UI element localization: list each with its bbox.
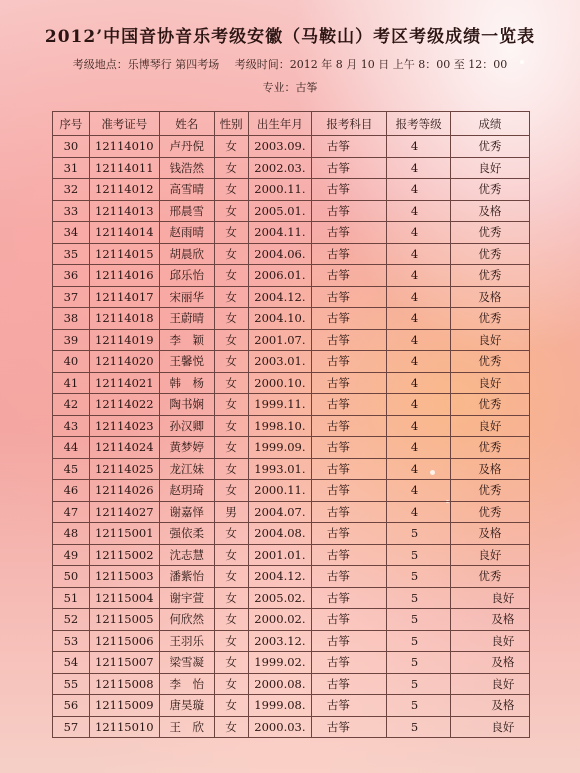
cell-exam-id: 12114015	[89, 243, 159, 265]
cell-name: 胡晨欣	[159, 243, 214, 265]
cell-seq: 44	[53, 437, 90, 459]
cell-exam-id: 12115008	[89, 673, 159, 695]
cell-seq: 37	[53, 286, 90, 308]
cell-gender: 女	[214, 716, 248, 738]
table-row	[53, 415, 530, 437]
table-row	[53, 286, 530, 308]
cell-grade: 优秀	[450, 179, 529, 201]
cell-level: 4	[387, 222, 450, 244]
table-row	[53, 566, 530, 588]
cell-exam-id: 12114013	[89, 200, 159, 222]
cell-level: 4	[387, 351, 450, 373]
cell-birth: 2002.03.	[248, 157, 312, 179]
table-row	[53, 372, 530, 394]
cell-name: 潘紫怡	[159, 566, 214, 588]
cell-level: 4	[387, 136, 450, 158]
header-birth: 出生年月	[248, 112, 312, 136]
cell-seq: 46	[53, 480, 90, 502]
cell-seq: 50	[53, 566, 90, 588]
cell-exam-id: 12114011	[89, 157, 159, 179]
cell-exam-id: 12114023	[89, 415, 159, 437]
cell-level: 5	[387, 673, 450, 695]
cell-name: 赵玥琦	[159, 480, 214, 502]
cell-subject: 古筝	[312, 673, 387, 695]
cell-exam-id: 12115002	[89, 544, 159, 566]
cell-gender: 女	[214, 458, 248, 480]
cell-grade: 良好	[450, 372, 529, 394]
cell-birth: 2004.08.	[248, 523, 312, 545]
cell-subject: 古筝	[312, 652, 387, 674]
cell-subject: 古筝	[312, 351, 387, 373]
cell-seq: 57	[53, 716, 90, 738]
cell-subject: 古筝	[312, 265, 387, 287]
cell-level: 5	[387, 566, 450, 588]
header-grade: 成绩	[450, 112, 529, 136]
cell-seq: 36	[53, 265, 90, 287]
table-row	[53, 179, 530, 201]
cell-birth: 2005.02.	[248, 587, 312, 609]
cell-birth: 2000.11.	[248, 480, 312, 502]
header-name: 姓名	[159, 112, 214, 136]
cell-grade: 及格	[450, 200, 529, 222]
cell-exam-id: 12115006	[89, 630, 159, 652]
cell-gender: 女	[214, 286, 248, 308]
cell-grade: 及格	[450, 652, 529, 674]
cell-exam-id: 12114016	[89, 265, 159, 287]
cell-seq: 40	[53, 351, 90, 373]
table-row	[53, 630, 530, 652]
cell-exam-id: 12115004	[89, 587, 159, 609]
cell-birth: 1993.01.	[248, 458, 312, 480]
cell-subject: 古筝	[312, 415, 387, 437]
cell-level: 4	[387, 394, 450, 416]
cell-seq: 34	[53, 222, 90, 244]
cell-level: 5	[387, 630, 450, 652]
cell-name: 谢宇萱	[159, 587, 214, 609]
cell-subject: 古筝	[312, 523, 387, 545]
cell-name: 邢晨雪	[159, 200, 214, 222]
cell-grade: 优秀	[450, 394, 529, 416]
cell-subject: 古筝	[312, 243, 387, 265]
cell-name: 谢嘉怿	[159, 501, 214, 523]
cell-subject: 古筝	[312, 630, 387, 652]
cell-birth: 2001.01.	[248, 544, 312, 566]
cell-gender: 女	[214, 673, 248, 695]
cell-gender: 女	[214, 351, 248, 373]
cell-seq: 53	[53, 630, 90, 652]
cell-grade: 优秀	[450, 308, 529, 330]
cell-grade: 及格	[450, 286, 529, 308]
cell-seq: 38	[53, 308, 90, 330]
cell-seq: 56	[53, 695, 90, 717]
cell-gender: 女	[214, 630, 248, 652]
cell-gender: 女	[214, 609, 248, 631]
cell-subject: 古筝	[312, 394, 387, 416]
cell-exam-id: 12114025	[89, 458, 159, 480]
cell-birth: 2000.10.	[248, 372, 312, 394]
cell-subject: 古筝	[312, 157, 387, 179]
cell-gender: 女	[214, 329, 248, 351]
table-row	[53, 222, 530, 244]
cell-seq: 39	[53, 329, 90, 351]
cell-grade: 优秀	[450, 437, 529, 459]
table-row	[53, 716, 530, 738]
cell-name: 赵雨晴	[159, 222, 214, 244]
cell-grade: 及格	[450, 458, 529, 480]
cell-birth: 2000.03.	[248, 716, 312, 738]
table-row	[53, 480, 530, 502]
results-table	[52, 111, 530, 738]
cell-level: 5	[387, 716, 450, 738]
cell-level: 4	[387, 372, 450, 394]
cell-grade: 优秀	[450, 243, 529, 265]
cell-name: 龙江妹	[159, 458, 214, 480]
cell-level: 4	[387, 501, 450, 523]
cell-grade: 良好	[450, 716, 529, 738]
table-row	[53, 200, 530, 222]
header-subject: 报考科目	[312, 112, 387, 136]
cell-name: 韩 杨	[159, 372, 214, 394]
cell-grade: 优秀	[450, 501, 529, 523]
cell-name: 王馨悦	[159, 351, 214, 373]
cell-grade: 优秀	[450, 351, 529, 373]
cell-exam-id: 12114024	[89, 437, 159, 459]
cell-name: 王羽乐	[159, 630, 214, 652]
cell-seq: 35	[53, 243, 90, 265]
cell-level: 4	[387, 265, 450, 287]
cell-name: 宋丽华	[159, 286, 214, 308]
cell-grade: 良好	[450, 415, 529, 437]
cell-name: 孙汉卿	[159, 415, 214, 437]
exam-info	[0, 56, 580, 72]
cell-birth: 1999.02.	[248, 652, 312, 674]
table-row	[53, 308, 530, 330]
cell-seq: 52	[53, 609, 90, 631]
cell-birth: 2004.06.	[248, 243, 312, 265]
table-row	[53, 501, 530, 523]
cell-exam-id: 12114027	[89, 501, 159, 523]
cell-seq: 41	[53, 372, 90, 394]
cell-name: 钱浩然	[159, 157, 214, 179]
exam-location: 考级地点：乐博琴行 第四考场	[72, 58, 220, 71]
cell-gender: 女	[214, 394, 248, 416]
cell-gender: 女	[214, 587, 248, 609]
cell-exam-id: 12114020	[89, 351, 159, 373]
cell-gender: 女	[214, 372, 248, 394]
cell-gender: 女	[214, 136, 248, 158]
cell-name: 王 欣	[159, 716, 214, 738]
cell-grade: 优秀	[450, 566, 529, 588]
table-row	[53, 136, 530, 158]
cell-gender: 女	[214, 265, 248, 287]
cell-exam-id: 12114026	[89, 480, 159, 502]
cell-birth: 2000.02.	[248, 609, 312, 631]
cell-birth: 2006.01.	[248, 265, 312, 287]
cell-birth: 2005.01.	[248, 200, 312, 222]
cell-subject: 古筝	[312, 566, 387, 588]
cell-exam-id: 12115003	[89, 566, 159, 588]
cell-grade: 优秀	[450, 480, 529, 502]
table-row	[53, 351, 530, 373]
table-row	[53, 243, 530, 265]
cell-birth: 2001.07.	[248, 329, 312, 351]
cell-level: 5	[387, 695, 450, 717]
cell-birth: 2004.11.	[248, 222, 312, 244]
table-row	[53, 673, 530, 695]
cell-seq: 33	[53, 200, 90, 222]
cell-exam-id: 12115009	[89, 695, 159, 717]
table-row	[53, 587, 530, 609]
header-exam-id: 准考证号	[89, 112, 159, 136]
cell-gender: 女	[214, 695, 248, 717]
cell-subject: 古筝	[312, 544, 387, 566]
cell-grade: 及格	[450, 695, 529, 717]
cell-subject: 古筝	[312, 136, 387, 158]
cell-exam-id: 12115001	[89, 523, 159, 545]
cell-seq: 31	[53, 157, 90, 179]
cell-exam-id: 12114014	[89, 222, 159, 244]
cell-level: 4	[387, 458, 450, 480]
cell-name: 邱乐怡	[159, 265, 214, 287]
cell-grade: 优秀	[450, 265, 529, 287]
table-row	[53, 523, 530, 545]
cell-exam-id: 12115005	[89, 609, 159, 631]
cell-birth: 2003.12.	[248, 630, 312, 652]
table-row	[53, 394, 530, 416]
cell-birth: 2003.09.	[248, 136, 312, 158]
cell-seq: 32	[53, 179, 90, 201]
table-row	[53, 652, 530, 674]
cell-gender: 男	[214, 501, 248, 523]
cell-gender: 女	[214, 437, 248, 459]
cell-exam-id: 12114018	[89, 308, 159, 330]
cell-seq: 48	[53, 523, 90, 545]
cell-grade: 良好	[450, 587, 529, 609]
page-title: 2012’中国音协音乐考级安徽（马鞍山）考区考级成绩一览表	[44, 27, 536, 47]
cell-birth: 1999.09.	[248, 437, 312, 459]
table-row	[53, 458, 530, 480]
cell-gender: 女	[214, 179, 248, 201]
cell-subject: 古筝	[312, 437, 387, 459]
cell-level: 4	[387, 243, 450, 265]
cell-level: 5	[387, 652, 450, 674]
cell-level: 4	[387, 157, 450, 179]
cell-birth: 2000.11.	[248, 179, 312, 201]
cell-name: 何欣然	[159, 609, 214, 631]
cell-grade: 及格	[450, 523, 529, 545]
cell-name: 高雪晴	[159, 179, 214, 201]
cell-grade: 良好	[450, 630, 529, 652]
cell-birth: 2004.07.	[248, 501, 312, 523]
cell-gender: 女	[214, 523, 248, 545]
cell-gender: 女	[214, 415, 248, 437]
cell-exam-id: 12115007	[89, 652, 159, 674]
cell-exam-id: 12115010	[89, 716, 159, 738]
cell-seq: 51	[53, 587, 90, 609]
cell-level: 4	[387, 200, 450, 222]
cell-gender: 女	[214, 222, 248, 244]
cell-gender: 女	[214, 157, 248, 179]
table-row	[53, 265, 530, 287]
cell-gender: 女	[214, 652, 248, 674]
cell-birth: 1999.08.	[248, 695, 312, 717]
cell-seq: 42	[53, 394, 90, 416]
cell-name: 梁雪凝	[159, 652, 214, 674]
cell-subject: 古筝	[312, 458, 387, 480]
cell-name: 李 怡	[159, 673, 214, 695]
cell-subject: 古筝	[312, 716, 387, 738]
cell-grade: 及格	[450, 609, 529, 631]
cell-name: 沈志慧	[159, 544, 214, 566]
cell-gender: 女	[214, 566, 248, 588]
cell-exam-id: 12114017	[89, 286, 159, 308]
header-gender: 性别	[214, 112, 248, 136]
table-row	[53, 609, 530, 631]
cell-level: 4	[387, 415, 450, 437]
cell-level: 5	[387, 544, 450, 566]
cell-name: 黄梦婷	[159, 437, 214, 459]
cell-name: 强依柔	[159, 523, 214, 545]
cell-gender: 女	[214, 243, 248, 265]
cell-exam-id: 12114012	[89, 179, 159, 201]
cell-exam-id: 12114022	[89, 394, 159, 416]
cell-birth: 2004.10.	[248, 308, 312, 330]
cell-seq: 45	[53, 458, 90, 480]
cell-seq: 43	[53, 415, 90, 437]
cell-subject: 古筝	[312, 695, 387, 717]
cell-level: 4	[387, 179, 450, 201]
exam-time: 考级时间：2012 年 8 月 10 日 上午 8：00 至 12：00	[234, 58, 508, 71]
cell-exam-id: 12114021	[89, 372, 159, 394]
table-row	[53, 695, 530, 717]
cell-level: 4	[387, 286, 450, 308]
table-row	[53, 544, 530, 566]
cell-grade: 优秀	[450, 136, 529, 158]
cell-subject: 古筝	[312, 179, 387, 201]
cell-subject: 古筝	[312, 501, 387, 523]
cell-birth: 2004.12.	[248, 566, 312, 588]
cell-subject: 古筝	[312, 308, 387, 330]
cell-name: 李 颖	[159, 329, 214, 351]
cell-name: 唐昊璇	[159, 695, 214, 717]
cell-subject: 古筝	[312, 200, 387, 222]
table-row	[53, 437, 530, 459]
cell-level: 4	[387, 480, 450, 502]
cell-level: 5	[387, 523, 450, 545]
cell-gender: 女	[214, 480, 248, 502]
cell-seq: 30	[53, 136, 90, 158]
cell-gender: 女	[214, 544, 248, 566]
cell-seq: 47	[53, 501, 90, 523]
cell-gender: 女	[214, 308, 248, 330]
cell-birth: 2003.01.	[248, 351, 312, 373]
cell-birth: 1998.10.	[248, 415, 312, 437]
cell-grade: 良好	[450, 329, 529, 351]
cell-subject: 古筝	[312, 587, 387, 609]
cell-subject: 古筝	[312, 329, 387, 351]
cell-seq: 54	[53, 652, 90, 674]
cell-level: 5	[387, 587, 450, 609]
cell-grade: 良好	[450, 673, 529, 695]
cell-level: 4	[387, 329, 450, 351]
cell-gender: 女	[214, 200, 248, 222]
cell-subject: 古筝	[312, 480, 387, 502]
cell-name: 陶书娴	[159, 394, 214, 416]
cell-grade: 良好	[450, 544, 529, 566]
cell-subject: 古筝	[312, 222, 387, 244]
header-level: 报考等级	[387, 112, 450, 136]
cell-birth: 2000.08.	[248, 673, 312, 695]
cell-birth: 1999.11.	[248, 394, 312, 416]
table-header-row	[53, 112, 530, 136]
exam-major: 专业：古筝	[262, 81, 318, 94]
cell-exam-id: 12114010	[89, 136, 159, 158]
cell-grade: 优秀	[450, 222, 529, 244]
table-row	[53, 157, 530, 179]
cell-subject: 古筝	[312, 609, 387, 631]
cell-grade: 良好	[450, 157, 529, 179]
cell-level: 5	[387, 609, 450, 631]
cell-seq: 55	[53, 673, 90, 695]
cell-seq: 49	[53, 544, 90, 566]
header-seq: 序号	[53, 112, 90, 136]
cell-level: 4	[387, 308, 450, 330]
cell-subject: 古筝	[312, 372, 387, 394]
cell-birth: 2004.12.	[248, 286, 312, 308]
cell-name: 王蔚晴	[159, 308, 214, 330]
cell-name: 卢丹倪	[159, 136, 214, 158]
cell-exam-id: 12114019	[89, 329, 159, 351]
cell-subject: 古筝	[312, 286, 387, 308]
cell-level: 4	[387, 437, 450, 459]
table-row	[53, 329, 530, 351]
